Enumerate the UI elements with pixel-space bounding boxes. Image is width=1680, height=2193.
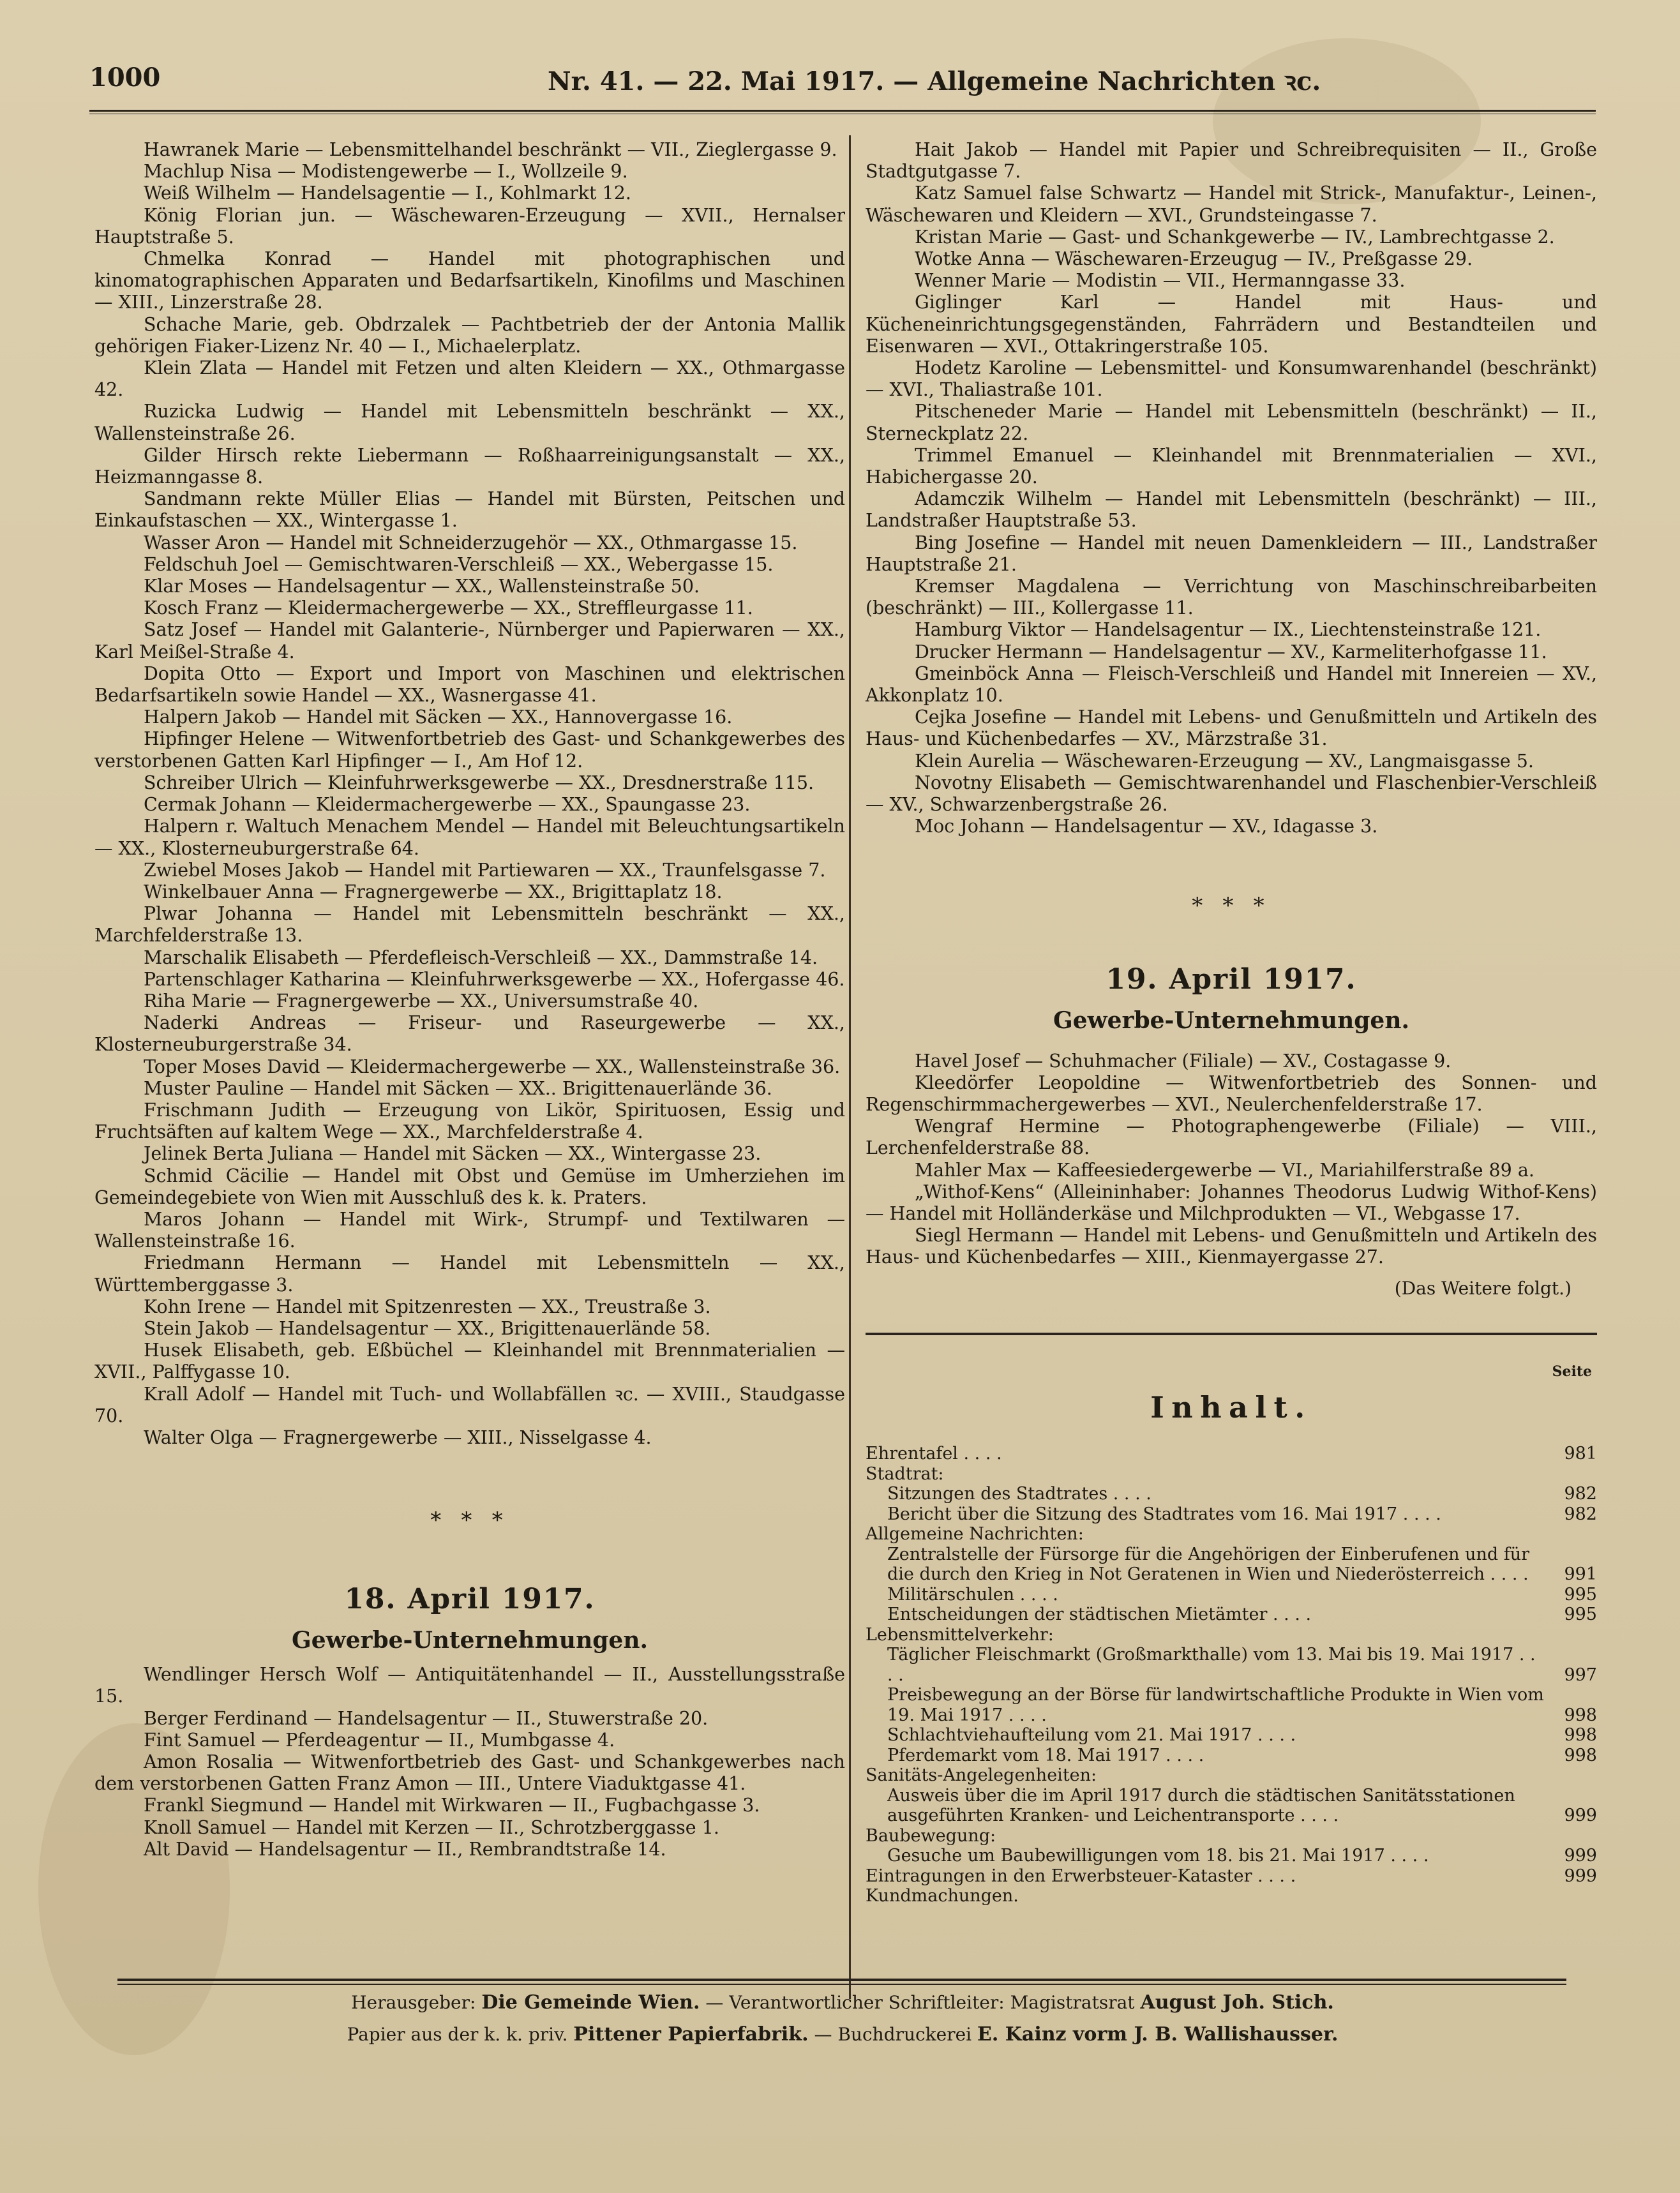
section-subheading: Gewerbe-Unternehmungen. [1053,1007,1410,1034]
entry-item: Frankl Siegmund — Handel mit Wirkwaren — II., Fugbachgasse 3. [143,1795,760,1816]
toc-entry-text: Täglicher Fleischmarkt (Großmarkthalle) vom 13. Mai bis 19. Mai 1917 . . . . [887,1645,1536,1685]
imprint-label: Herausgeber: [351,1992,476,2013]
entry-item: König Florian jun. — Wäschewaren-Erzeugung — XVII., Hernalser Hauptstraße 5. [94,204,845,248]
imprint-label: — Buchdruckerei [814,2024,972,2045]
entry-item: Schache Marie, geb. Obdrzalek — Pachtbetrieb der der Antonia Mallik gehörigen Fiaker-Lizenz Nr. 40 — I., Michaelerplatz. [94,313,845,357]
toc-entry-text: Entscheidungen der städtischen Mietämter . . . . [887,1605,1312,1624]
section-date-heading: 19. April 1917. [1106,962,1357,996]
toc-page-number: 998 [1564,1745,1597,1765]
entry-item: Halpern r. Waltuch Menachem Mendel — Handel mit Beleuchtungsartikeln — XX., Klosterneuburgerstraße 64. [94,816,845,859]
toc-row [866,1645,1597,1685]
right-column [866,139,1597,1299]
entry-item: Novotny Elisabeth — Gemischtwarenhandel und Flaschenbier-Verschleiß — XV., Schwarzenbergstraße 26. [866,772,1597,816]
imprint-label: Papier aus der k. k. priv. [347,2024,568,2045]
column-divider [849,135,851,1999]
entry-item: Kristan Marie — Gast- und Schankgewerbe — IV., Lambrechtgasse 2. [914,226,1555,248]
toc-entry-text: Sanitäts-Angelegenheiten: [866,1765,1097,1785]
toc-row [866,1484,1597,1504]
entry-item: Knoll Samuel — Handel mit Kerzen — II., Schrotzberggasse 1. [143,1816,719,1838]
entry-list [94,139,845,1449]
toc-entry-text: Gesuche um Baubewilligungen vom 18. bis 21. Mai 1917 . . . . [887,1846,1429,1866]
toc-entry-text: Zentralstelle der Fürsorge für die Angehörigen der Einberufenen und für die durch den Krieg in Not Geratenen in Wien und Niederösterreich . . . . [887,1544,1529,1584]
entry-item: Cermak Johann — Kleidermachergewerbe — XX., Spaungasse 23. [143,794,751,816]
entry-item: Muster Pauline — Handel mit Säcken — XX.. Brigittenauerlände 36. [143,1077,772,1099]
toc-row [866,1504,1597,1525]
table-of-contents [866,1444,1597,1906]
toc-page-number: 981 [1564,1444,1597,1463]
imprint-line-printer [89,2023,1596,2046]
entry-item: Winkelbauer Anna — Fragnergewerbe — XX., Brigittaplatz 18. [143,881,723,902]
entry-item: Satz Josef — Handel mit Galanterie-, Nürnberger und Papierwaren — XX., Karl Meißel-Straße 4. [94,619,845,662]
imprint-editor-title: Magistratsrat [1010,1992,1135,2013]
entry-item: Drucker Hermann — Handelsagentur — XV., Karmeliterhofgasse 11. [914,641,1547,662]
toc-entry-text: Stadtrat: [866,1463,944,1484]
toc-entry-text: Militärschulen . . . . [887,1584,1058,1605]
entry-item: Moc Johann — Handelsagentur — XV., Idagasse 3. [914,816,1378,837]
toc-row [866,1866,1597,1887]
entry-item: Wotke Anna — Wäschewaren-Erzeugug — IV., Preßgasse 29. [914,248,1473,270]
toc-row [866,1746,1597,1766]
toc-row [866,1846,1597,1866]
toc-page-number: 995 [1564,1584,1597,1605]
toc-entry-text: Sitzungen des Stadtrates . . . . [887,1484,1151,1504]
entry-item: Bing Josefine — Handel mit neuen Damenkleidern — III., Landstraßer Hauptstraße 21. [866,532,1597,575]
entry-item: Chmelka Konrad — Handel mit photographischen und kinomatographischen Apparaten und Bedarfsartikeln, Kinofilms und Maschinen — XIII., Linzerstraße 28. [94,248,845,313]
entry-item: Hodetz Karoline — Lebensmittel- und Konsumwarenhandel (beschränkt) — XVI., Thaliastraße 101. [866,357,1597,401]
entry-item: Wasser Aron — Handel mit Schneiderzugehör — XX., Othmargasse 15. [143,532,798,553]
page-number: 1000 [89,63,161,93]
toc-entry-text: Lebensmittelverkehr: [866,1624,1054,1645]
section-subheading: Gewerbe-Unternehmungen. [291,1627,649,1654]
imprint-printer: E. Kainz vorm J. B. Wallishausser. [977,2023,1339,2046]
entry-item: Dopita Otto — Export und Import von Maschinen und elektrischen Bedarfsartikeln sowie Handel — XX., Wasnergasse 41. [94,662,845,707]
entry-item: Partenschlager Katharina — Kleinfuhrwerksgewerbe — XX., Hofergasse 46. [143,968,845,990]
entry-item: Havel Josef — Schuhmacher (Filiale) — XV., Costagasse 9. [914,1050,1451,1072]
entry-list [94,1664,845,1860]
entry-item: Schmid Cäcilie — Handel mit Obst und Gemüse im Umherziehen im Gemeindegebiete von Wien mit Ausschluß des k. k. Praters. [94,1165,845,1208]
entry-list [866,139,1597,838]
toc-page-number: 995 [1564,1605,1597,1624]
toc-row [866,1585,1597,1605]
toc-title: Inhalt. [1150,1390,1312,1425]
toc-page-number: 999 [1564,1866,1597,1886]
toc-entry-text: Bericht über die Sitzung des Stadtrates vom 16. Mai 1917 . . . . [887,1504,1441,1524]
entry-item: Frischmann Judith — Erzeugung von Likör, Spirituosen, Essig und Fruchtsäften auf kaltem Wege — XX., Marchfelderstraße 4. [94,1099,845,1143]
entry-item: Adamczik Wilhelm — Handel mit Lebensmitteln (beschränkt) — III., Landstraßer Hauptstraße 53. [866,488,1597,532]
entry-list [866,1051,1597,1269]
toc-row [866,1464,1597,1485]
toc-row [866,1725,1597,1746]
left-column [94,139,845,1860]
entry-item: Sandmann rekte Müller Elias — Handel mit Bürsten, Peitschen und Einkaufstaschen — XX., Wintergasse 1. [94,488,845,532]
toc-row [866,1765,1597,1786]
imprint-publisher: Die Gemeinde Wien. [481,1991,700,2014]
section-date-heading: 18. April 1917. [344,1583,596,1616]
toc-page-number: 982 [1564,1484,1597,1504]
entry-item: Plwar Johanna — Handel mit Lebensmitteln beschränkt — XX., Marchfelderstraße 13. [94,903,845,947]
entry-item: Toper Moses David — Kleidermachergewerbe — XX., Wallensteinstraße 36. [143,1056,841,1077]
toc-row [866,1886,1597,1906]
toc-entry-text: Pferdemarkt vom 18. Mai 1917 . . . . [887,1745,1204,1765]
toc-page-number: 998 [1564,1705,1597,1725]
toc-row [866,1826,1597,1846]
entry-item: Hawranek Marie — Lebensmittelhandel beschränkt — VII., Zieglergasse 9. [143,139,837,160]
entry-item: Krall Adolf — Handel mit Tuch- und Wollabfällen ꝛc. — XVIII., Staudgasse 70. [94,1383,845,1426]
page-header [89,63,1596,101]
entry-item: Gmeinböck Anna — Fleisch-Verschleiß und Handel mit Innereien — XV., Akkonplatz 10. [866,662,1597,707]
toc-entry-text: Ehrentafel . . . . [866,1444,1002,1463]
entry-item: Giglinger Karl — Handel mit Haus- und Kücheneinrichtungsgegenständen, Fahrrädern und Bestandteilen und Eisenwaren — XVI., Ottakringerstraße 105. [866,292,1597,357]
entry-item: Friedmann Hermann — Handel mit Lebensmitteln — XX., Württemberggasse 3. [94,1252,845,1296]
toc-row [866,1786,1597,1826]
entry-item: Schreiber Ulrich — Kleinfuhrwerksgewerbe — XX., Dresdnerstraße 115. [143,772,814,793]
section-stars: * * * [430,1508,509,1534]
entry-item: Mahler Max — Kaffeesiedergewerbe — VI., Mariahilferstraße 89 a. [914,1159,1534,1181]
toc-page-number: 998 [1564,1725,1597,1745]
entry-item: Machlup Nisa — Modistengewerbe — I., Wollzeile 9. [143,161,628,183]
toc-page-number: 999 [1564,1806,1597,1825]
entry-item: Gilder Hirsch rekte Liebermann — Roßhaarreinigungsanstalt — XX., Heizmanngasse 8. [94,444,845,488]
entry-item: Kosch Franz — Kleidermachergewerbe — XX., Streffleurgasse 11. [143,597,753,619]
entry-item: Alt David — Handelsagentur — II., Rembrandtstraße 14. [143,1838,666,1860]
toc-entry-text: Kundmachungen. [866,1886,1019,1906]
toc-row [866,1605,1597,1625]
entry-item: Walter Olga — Fragnergewerbe — XIII., Nisselgasse 4. [143,1426,652,1448]
imprint-editor: August Joh. Stich. [1140,1991,1334,2014]
imprint-line-publisher [89,1991,1596,2014]
entry-item: Hamburg Viktor — Handelsagentur — IX., Liechtensteinstraße 121. [914,619,1541,641]
entry-item: Fint Samuel — Pferdeagentur — II., Mumbgasse 4. [143,1729,615,1751]
entry-item: Katz Samuel false Schwartz — Handel mit Strick-, Manufaktur-, Leinen-, Wäschewaren und Kleidern — XVI., Grundsteingasse 7. [866,183,1597,226]
entry-item: Maros Johann — Handel mit Wirk-, Strumpf- und Textilwaren — Wallensteinstraße 16. [94,1208,845,1252]
entry-item: Kleedörfer Leopoldine — Witwenfortbetrieb des Sonnen- und Regenschirmmachergewerbes — XVI., Neulerchenfelderstraße 17. [866,1072,1597,1115]
entry-item: Amon Rosalia — Witwenfortbetrieb des Gast- und Schankgewerbes nach dem verstorbenen Gatten Franz Amon — III., Untere Viaduktgasse 41. [94,1751,845,1795]
entry-item: Wenner Marie — Modistin — VII., Hermanngasse 33. [914,270,1406,292]
entry-item: Klar Moses — Handelsagentur — XX., Wallensteinstraße 50. [143,576,700,597]
toc-row [866,1545,1597,1585]
entry-item: „Withof-Kens“ (Alleininhaber: Johannes Theodorus Ludwig Withof-Kens) — Handel mit Holländerkäse und Milchprodukten — VI., Webgasse 17. [866,1181,1597,1224]
entry-item: Ruzicka Ludwig — Handel mit Lebensmitteln beschränkt — XX., Wallensteinstraße 26. [94,401,845,444]
footer-rule [117,1979,1566,1981]
entry-item: Berger Ferdinand — Handelsagentur — II., Stuwerstraße 20. [143,1707,709,1729]
toc-entry-text: Ausweis über die im April 1917 durch die städtischen Sanitätsstationen ausgeführten Kranken- und Leichentransporte . . . . [887,1785,1515,1825]
entry-item: Marschalik Elisabeth — Pferdefleisch-Verschleiß — XX., Dammstraße 14. [143,947,818,968]
entry-item: Hait Jakob — Handel mit Papier und Schreibrequisiten — II., Große Stadtgutgasse 7. [866,139,1597,183]
continued-note: (Das Weitere folgt.) [1394,1277,1571,1299]
entry-item: Halpern Jakob — Handel mit Säcken — XX., Hannovergasse 16. [143,707,733,728]
toc-entry-text: Baubewegung: [866,1825,996,1846]
entry-item: Pitscheneder Marie — Handel mit Lebensmitteln (beschränkt) — II., Sterneckplatz 22. [866,401,1597,444]
entry-item: Kremser Magdalena — Verrichtung von Maschinschreibarbeiten (beschränkt) — III., Kollergasse 11. [866,576,1597,619]
toc-page-number: 999 [1564,1846,1597,1866]
toc-entry-text: Allgemeine Nachrichten: [866,1524,1084,1544]
footer-rule-thin [117,1984,1566,1985]
entry-item: Trimmel Emanuel — Kleinhandel mit Brennmaterialien — XVI., Habichergasse 20. [866,444,1597,488]
toc-rule [866,1333,1597,1335]
toc-row [866,1685,1597,1725]
entry-item: Riha Marie — Fragnergewerbe — XX., Universumstraße 40. [143,990,699,1012]
entry-item: Cejka Josefine — Handel mit Lebens- und Genußmitteln und Artikeln des Haus- und Küchenbedarfes — XV., Märzstraße 31. [866,707,1597,750]
toc-entry-text: Preisbewegung an der Börse für landwirtschaftliche Produkte in Wien vom 19. Mai 1917 . . . . [887,1685,1544,1725]
toc-entry-text: Schlachtviehaufteilung vom 21. Mai 1917 . . . . [887,1725,1296,1745]
toc-seite-label: Seite [1552,1363,1592,1380]
toc-entry-text: Eintragungen in den Erwerbsteuer-Kataster . . . . [866,1866,1296,1886]
header-rule [89,110,1596,112]
entry-item: Klein Zlata — Handel mit Fetzen und alten Kleidern — XX., Othmargasse 42. [94,357,845,401]
toc-row [866,1625,1597,1645]
entry-item: Zwiebel Moses Jakob — Handel mit Partiewaren — XX., Traunfelsgasse 7. [143,859,826,881]
toc-page-number: 991 [1564,1564,1597,1584]
entry-item: Kohn Irene — Handel mit Spitzenresten — XX., Treustraße 3. [143,1296,711,1317]
entry-item: Jelinek Berta Juliana — Handel mit Säcken — XX., Wintergasse 23. [143,1143,761,1165]
imprint-label: — Verantwortlicher Schriftleiter: [705,1992,1005,2013]
entry-item: Feldschuh Joel — Gemischtwaren-Verschleiß — XX., Webergasse 15. [143,553,774,575]
entry-item: Husek Elisabeth, geb. Eßbüchel — Kleinhandel mit Brennmaterialien — XVII., Palffygasse 10. [94,1340,845,1383]
toc-row [866,1444,1597,1464]
entry-item: Stein Jakob — Handelsagentur — XX., Brigittenauerlände 58. [143,1317,711,1339]
entry-item: Wengraf Hermine — Photographengewerbe (Filiale) — VIII., Lerchenfelderstraße 88. [866,1116,1597,1159]
entry-item: Klein Aurelia — Wäschewaren-Erzeugung — XV., Langmaisgasse 5. [914,750,1534,772]
toc-row [866,1524,1597,1545]
entry-item: Wendlinger Hersch Wolf — Antiquitätenhandel — II., Ausstellungsstraße 15. [94,1664,845,1707]
issue-title: Nr. 41. — 22. Mai 1917. — Allgemeine Nachrichten ꝛc. [548,66,1321,96]
entry-item: Hipfinger Helene — Witwenfortbetrieb des Gast- und Schankgewerbes des verstorbenen Gatten Karl Hipfinger — I., Am Hof 12. [94,728,845,772]
toc-page-number: 982 [1564,1504,1597,1524]
imprint-paper-mill: Pittener Papierfabrik. [573,2023,809,2046]
entry-item: Naderki Andreas — Friseur- und Raseurgewerbe — XX., Klosterneuburgerstraße 34. [94,1012,845,1056]
entry-item: Siegl Hermann — Handel mit Lebens- und Genußmitteln und Artikeln des Haus- und Küchenbedarfes — XIII., Kienmayergasse 27. [866,1225,1597,1268]
toc-page-number: 997 [1564,1665,1597,1685]
section-stars: * * * [1192,892,1271,918]
entry-item: Weiß Wilhelm — Handelsagentie — I., Kohlmarkt 12. [143,183,631,204]
